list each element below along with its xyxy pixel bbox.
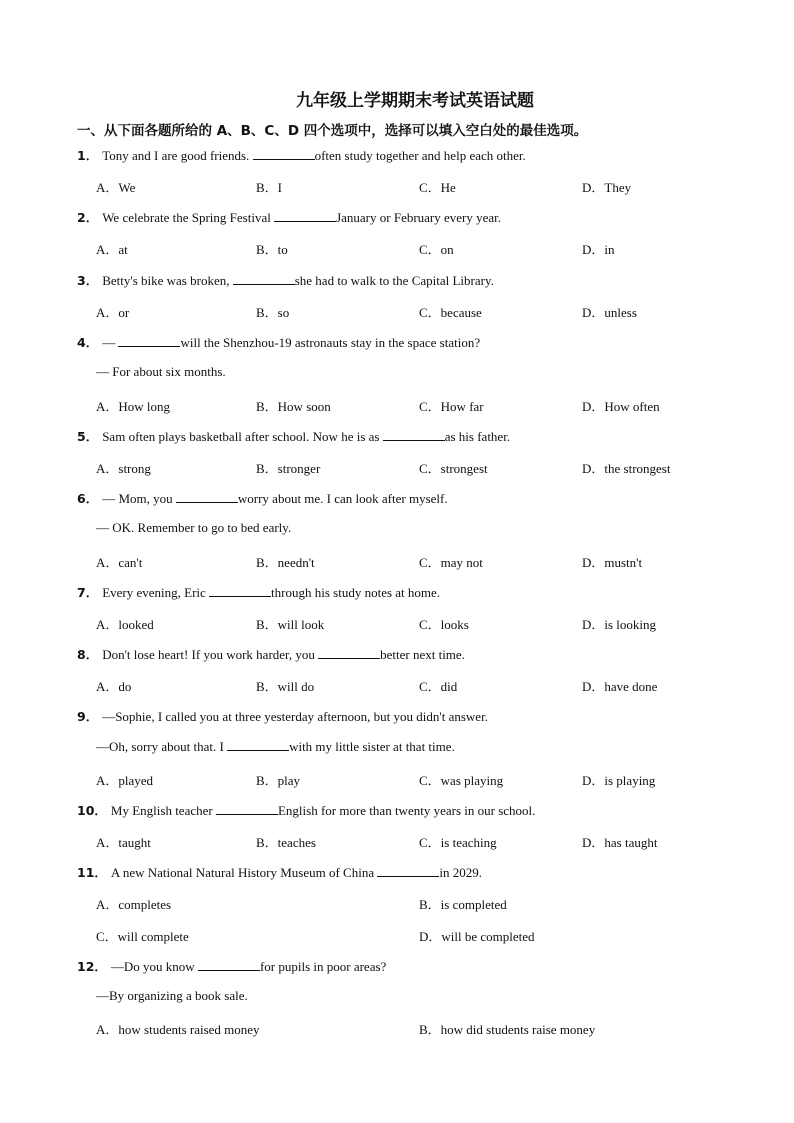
option-a[interactable]: A．strong [96,461,151,476]
question-stem [77,271,494,289]
question-text-after: as his father. [444,429,511,444]
question-stem [77,957,386,975]
question-stem [77,333,480,351]
question-text-before: Tony and I are good friends. [102,148,253,163]
option-c[interactable]: C．was playing [419,773,504,788]
answer-blank [253,148,315,160]
question-text-before: Betty's bike was broken, [102,273,233,288]
answer-blank [209,585,271,597]
option-a[interactable]: A．how students raised money [96,1022,260,1037]
option-a[interactable]: A．How long [96,399,171,414]
option-c[interactable]: C．because [419,305,482,320]
option-a[interactable]: A．can't [96,555,143,570]
option-b[interactable]: B．how did students raise money [419,1022,596,1037]
question-dialogue-line [96,988,248,1004]
question-text: —By organizing a book sale. [96,988,248,1003]
option-d[interactable]: D．How often [582,399,660,414]
option-c[interactable]: C．did [419,679,458,694]
question-text-after: will the Shenzhou-19 astronauts stay in the space station? [180,335,481,350]
answer-blank [176,491,238,503]
question-number: 5． [77,429,99,444]
option-d[interactable]: D．is looking [582,617,657,632]
question-dialogue-line [96,364,226,380]
question-number: 9． [77,709,99,724]
question-text-before: —Sophie, I called you at three yesterday afternoon, but you didn't answer. [102,709,488,724]
option-a[interactable]: A．looked [96,617,154,632]
question-text-after: she had to walk to the Capital Library. [294,273,494,288]
question-text-before: —Oh, sorry about that. I [96,739,228,754]
question-text-before: Every evening, Eric [102,585,210,600]
question-number: 7． [77,585,99,600]
option-c[interactable]: C．strongest [419,461,488,476]
option-a[interactable]: A．at [96,242,128,257]
question-number: 4． [77,335,99,350]
option-d[interactable]: D．is playing [582,773,656,788]
answer-blank [198,959,260,971]
question-text-after: for pupils in poor areas? [259,959,387,974]
question-stem [77,583,440,601]
answer-blank [377,865,439,877]
option-c[interactable]: C．is teaching [419,835,497,850]
question-dialogue-line [96,739,455,755]
option-b[interactable]: B．teaches [256,835,316,850]
option-d[interactable]: D．have done [582,679,658,694]
option-c[interactable]: C．on [419,242,454,257]
question-text-before: —Do you know [110,959,198,974]
question-text-before: Sam often plays basketball after school. Now he is as [102,429,383,444]
question-number: 6． [77,491,99,506]
option-b[interactable]: B．How soon [256,399,331,414]
option-b[interactable]: B．to [256,242,288,257]
option-b[interactable]: B．will do [256,679,315,694]
option-c[interactable]: C．will complete [96,929,189,944]
answer-blank [118,335,180,347]
answer-blank [227,739,289,751]
question-number: 1． [77,148,99,163]
answer-blank [216,803,278,815]
option-c[interactable]: C．may not [419,555,483,570]
answer-blank [233,273,295,285]
question-text-after: with my little sister at that time. [289,739,455,754]
question-number: 10． [77,803,107,818]
question-number: 11． [77,865,107,880]
page-title: 九年级上学期期末考试英语试题 [296,91,534,111]
section-heading: 一、从下面各题所给的 A、B、C、D 四个选项中，选择可以填入空白处的最佳选项。 [77,123,588,139]
option-d[interactable]: D．in [582,242,615,257]
question-dialogue-line [96,520,291,536]
question-text-after: January or February every year. [336,210,502,225]
question-number: 8． [77,647,99,662]
option-c[interactable]: C．He [419,180,456,195]
option-d[interactable]: D．will be completed [419,929,535,944]
option-d[interactable]: D．the strongest [582,461,671,476]
question-stem [77,146,526,164]
option-a[interactable]: A．completes [96,897,172,912]
question-stem [77,801,535,819]
option-b[interactable]: B．I [256,180,283,195]
option-c[interactable]: C．looks [419,617,469,632]
option-d[interactable]: D．has taught [582,835,658,850]
question-text-after: English for more than twenty years in our school. [277,803,536,818]
option-a[interactable]: A．or [96,305,130,320]
option-b[interactable]: B．will look [256,617,325,632]
question-text-after: often study together and help each other. [314,148,526,163]
question-stem [77,645,465,663]
question-text-before: A new National Natural History Museum of China [110,865,378,880]
question-text: — OK. Remember to go to bed early. [96,520,292,535]
question-text-after: better next time. [380,647,465,662]
option-d[interactable]: D．unless [582,305,637,320]
question-stem [77,427,510,445]
question-text-before: — Mom, you [102,491,176,506]
question-text-before: My English teacher [110,803,216,818]
option-d[interactable]: D．They [582,180,632,195]
question-stem [77,863,482,881]
option-a[interactable]: A．do [96,679,132,694]
option-c[interactable]: C．How far [419,399,484,414]
question-number: 2． [77,210,99,225]
question-stem [77,707,488,725]
question-text: — For about six months. [96,364,226,379]
option-b[interactable]: B．stronger [256,461,321,476]
question-number: 12． [77,959,107,974]
option-b[interactable]: B．play [256,773,301,788]
question-text-after: worry about me. I can look after myself. [237,491,448,506]
question-text-before: We celebrate the Spring Festival [102,210,275,225]
option-a[interactable]: A．played [96,773,154,788]
option-d[interactable]: D．mustn't [582,555,643,570]
question-text-before: Don't lose heart! If you work harder, you [102,647,319,662]
question-stem [77,208,501,226]
question-stem [77,489,448,507]
option-b[interactable]: B．so [256,305,290,320]
question-number: 3． [77,273,99,288]
question-text-after: through his study notes at home. [271,585,441,600]
answer-blank [383,429,445,441]
option-b[interactable]: B．is completed [419,897,507,912]
question-text-after: in 2029. [439,865,482,880]
option-a[interactable]: A．We [96,180,136,195]
question-text-before: — [102,335,119,350]
answer-blank [318,647,380,659]
option-b[interactable]: B．needn't [256,555,315,570]
option-a[interactable]: A．taught [96,835,151,850]
answer-blank [274,210,336,222]
